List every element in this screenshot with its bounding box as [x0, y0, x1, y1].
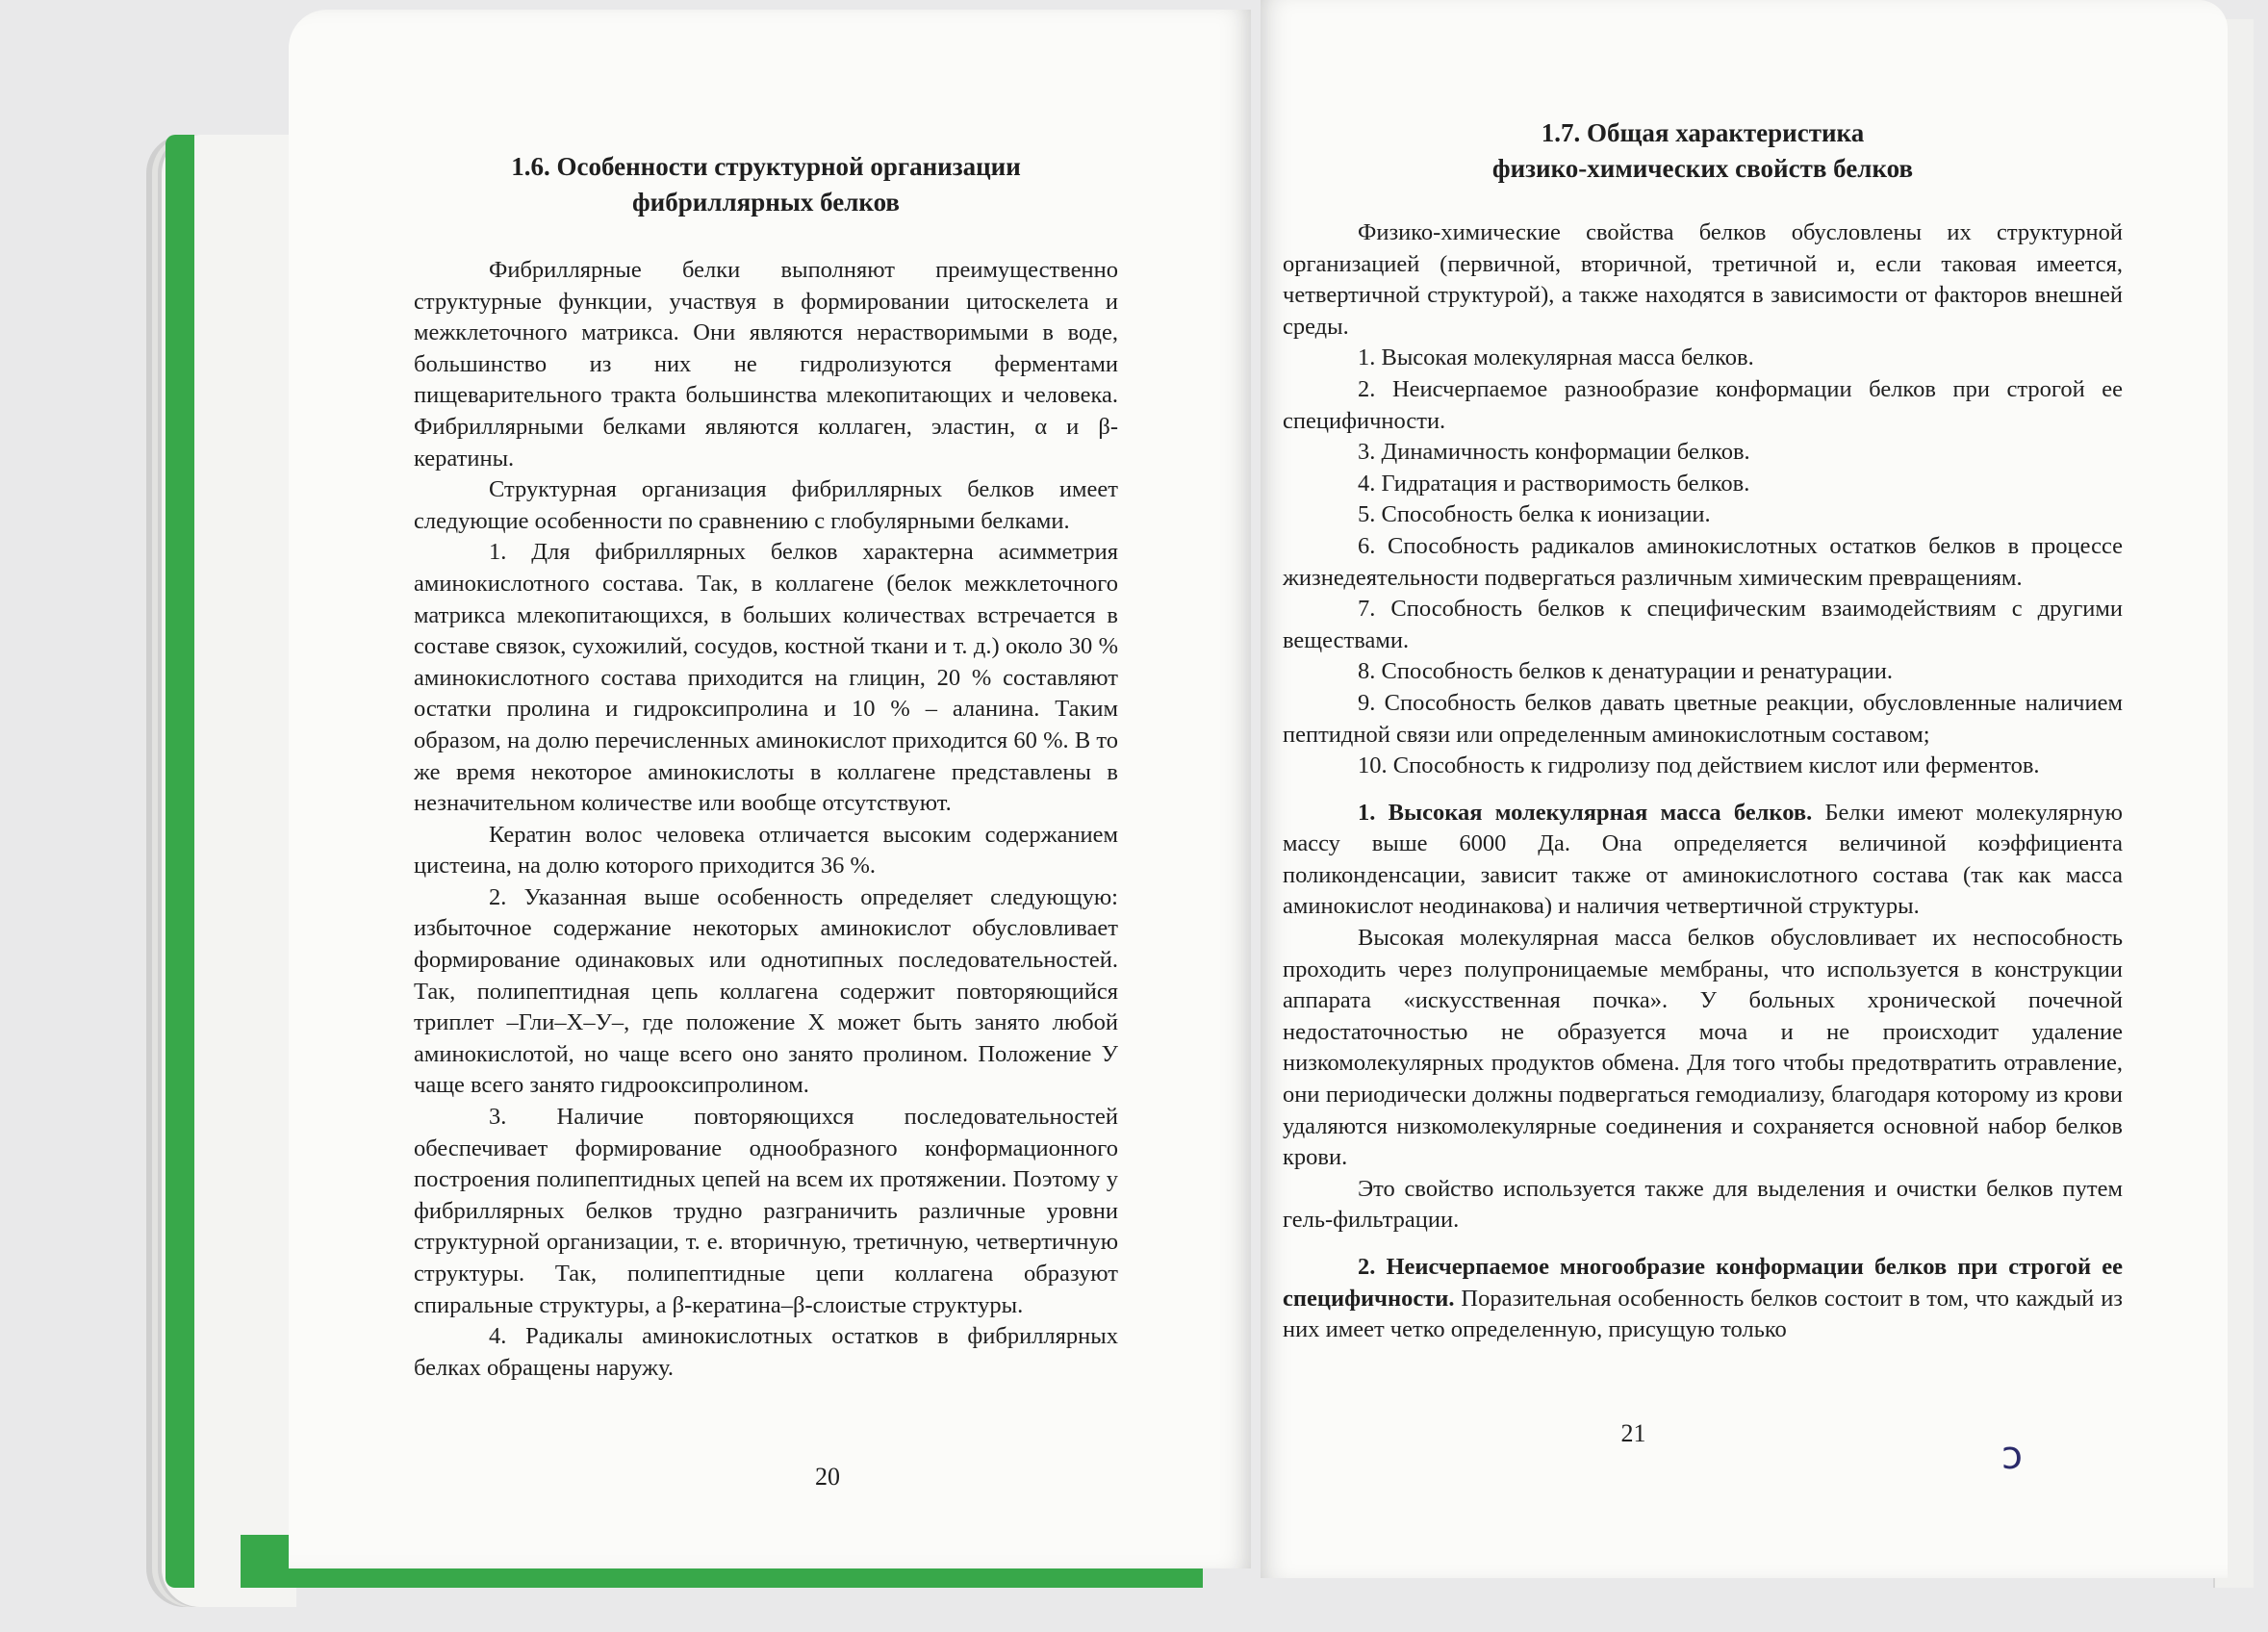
right-page	[1261, 0, 2228, 1578]
left-paragraph: 1. Для фибриллярных белков характерна асимметрия аминокислотного состава. Так, в коллагене (белок межклеточного матрикса млекопитающихся, в больших количествах встречается в составе связок, сухожилий, сосудов, костной ткани и т. д.) около 30 % аминокислотного состава приходится на глицин, 20 % составляют остатки пролина и гидроксипролина и 10 % – аланина. Таким образом, на долю перечисленных аминокислот приходится 60 %. В то же время некоторое аминокислоты в коллагене представлены в незначительном количестве или вообще отсутствуют.	[414, 539, 1118, 817]
section2-text: Поразительная особенность белков состоит в том, что каждый из них имеет четко определенную, присущую только	[1283, 1285, 2123, 1343]
left-heading-line1: 1.6. Особенности структурной организации	[511, 152, 1021, 181]
property-list-item: 7. Способность белков к специфическим взаимодействиям с другими веществами.	[1283, 596, 2123, 653]
right-page-body	[1283, 115, 2123, 1346]
book-cover-spine	[166, 135, 194, 1588]
right-heading-line1: 1.7. Общая характеристика	[1541, 118, 1865, 147]
property-list-item: 10. Способность к гидролизу под действием кислот или ферментов.	[1358, 752, 2040, 779]
right-page-number: 21	[1620, 1419, 1646, 1447]
left-page-number: 20	[815, 1463, 840, 1491]
property-list-item: 3. Динамичность конформации белков.	[1358, 439, 1750, 466]
left-paragraph: Фибриллярные белки выполняют преимущественно структурные функции, участвуя в формировании цитоскелета и межклеточного матрикса. Они являются нерастворимыми в воде, большинство из них не гидролизуются ферментами пищеварительного тракта большинства млекопитающих и человека. Фибриллярными белками являются коллаген, эластин, α и β-кератины.	[414, 257, 1118, 472]
section2-title: 2. Неисчерпаемое многообразие конформации белков при строгой ее специфичности.	[1283, 1254, 2123, 1312]
property-list-item: 6. Способность радикалов аминокислотных остатков белков в процессе жизнедеятельности подвергаться различным химическим превращениям.	[1283, 532, 2123, 591]
left-paragraph: 3. Наличие повторяющихся последовательностей обеспечивает формирование однообразного конформационного построения полипептидных цепей на всем их протяжении. Поэтому у фибриллярных белков трудно разграничить различные уровни структурной организации, т. е. вторичную, третичную, четвертичную структуры. Так, полипептидные цепи коллагена образуют спиральные структуры, а β-кератина–β-слоистые структуры.	[414, 1104, 1118, 1318]
left-paragraph: 4. Радикалы аминокислотных остатков в фибриллярных белках обращены наружу.	[414, 1323, 1118, 1381]
left-heading	[414, 149, 1118, 220]
left-page	[289, 10, 1251, 1568]
right-intro: Физико-химические свойства белков обусловлены их структурной организацией (первичной, вторичной, третичной и, если таковая имеется, четвертичной структурой), а также находятся в зависимости от факторов внешней среды.	[1283, 219, 2123, 340]
right-heading	[1283, 115, 2123, 187]
left-paragraph: Структурная организация фибриллярных белков имеет следующие особенности по сравнению с глобулярными белками.	[414, 476, 1118, 534]
left-paragraph: Кератин волос человека отличается высоким содержанием цистеина, на долю которого приходится 36 %.	[414, 821, 1118, 880]
section1-paragraph2: Высокая молекулярная масса белков обусловливает их неспособность проходить через полупроницаемые мембраны, что используется в конструкции аппарата «искусственная почка». У больных хронической почечной недостаточностью не образуется моча и не происходит удаление низкомолекулярных продуктов обмена. Для того чтобы предотвратить отравление, они периодически должны подвергаться гемодиализу, благодаря которому из крови удаляются низкомолекулярные соединения и сохраняется основной набор белков крови.	[1283, 925, 2123, 1171]
property-list-item: 1. Высокая молекулярная масса белков.	[1358, 344, 1754, 371]
section2-paragraph	[1283, 1252, 2123, 1346]
left-page-content	[414, 149, 1118, 1384]
property-list-item: 5. Способность белка к ионизации.	[1358, 501, 1711, 528]
section1-paragraph	[1283, 798, 2123, 923]
handwritten-mark-icon: ↄ	[2001, 1434, 2023, 1478]
property-list-item: 2. Неисчерпаемое разнообразие конформации белков при строгой ее специфичности.	[1283, 375, 2123, 434]
property-list-item: 9. Способность белков давать цветные реакции, обусловленные наличием пептидной связи или определенным аминокислотным составом;	[1283, 689, 2123, 748]
section1-text: Белки имеют молекулярную массу выше 6000 Да. Она определяется величиной коэффициента поликонденсации, зависит также от аминокислотного состава (так как масса аминокислот неодинакова) и наличия четвертичной структуры.	[1283, 799, 2123, 920]
property-list-item: 8. Способность белков к денатурации и ренатурации.	[1358, 658, 1893, 685]
section1-title: 1. Высокая молекулярная масса белков.	[1358, 799, 1813, 826]
section1-paragraph3: Это свойство используется также для выделения и очистки белков путем гель-фильтрации.	[1283, 1175, 2123, 1234]
property-list-item: 4. Гидратация и растворимость белков.	[1358, 470, 1750, 497]
right-heading-line2: физико-химических свойств белков	[1491, 154, 1914, 183]
left-paragraph: 2. Указанная выше особенность определяет следующую: избыточное содержание некоторых аминокислот обусловливает формирование одинаковых или однотипных последовательностей. Так, полипептидная цепь коллагена содержит повторяющийся триплет –Гли–Х–У–, где положение Х может быть занято любой аминокислотой, но чаще всего оно занято пролином. Положение У чаще всего занято гидрооксипролином.	[414, 883, 1118, 1099]
left-heading-line2: фибриллярных белков	[631, 188, 900, 217]
